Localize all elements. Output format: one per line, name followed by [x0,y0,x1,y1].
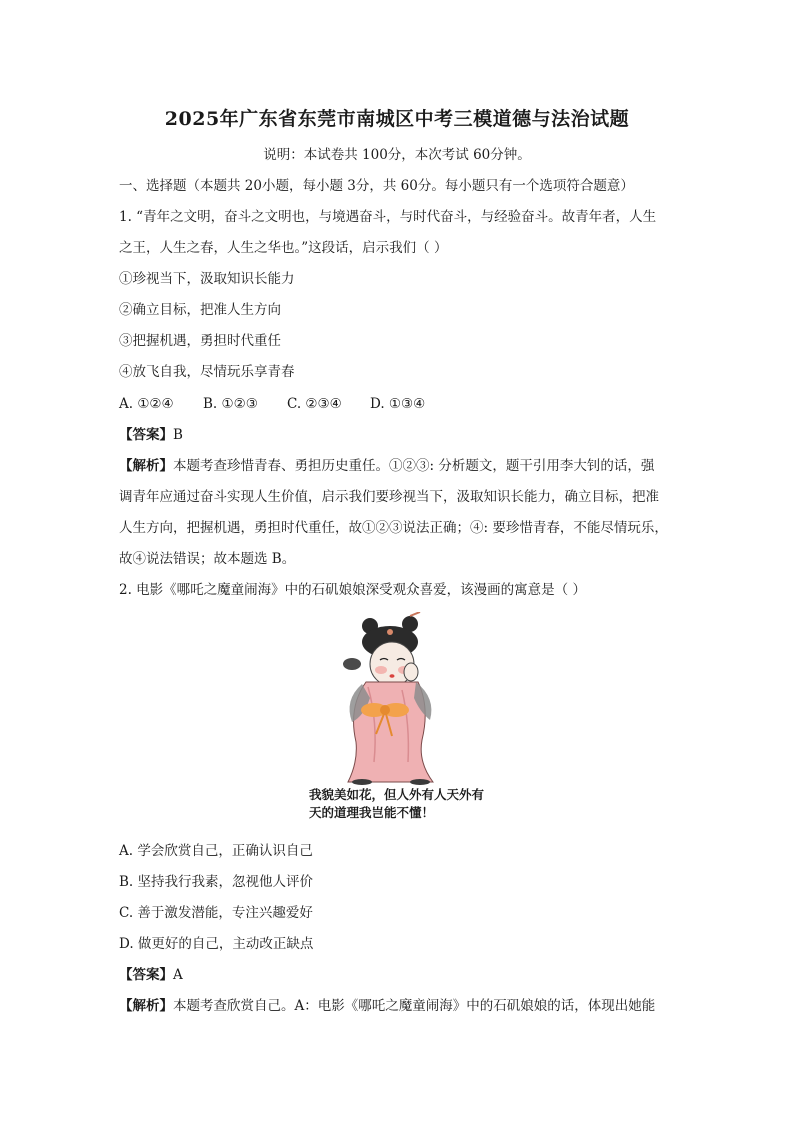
answer-value: A [173,967,183,983]
q1-analysis-line2: 调青年应通过奋斗实现人生价值，启示我们要珍视当下，汲取知识长能力，确立目标，把准 [119,489,659,505]
analysis-text: 本题考查欣赏自己。A：电影《哪吒之魔童闹海》中的石矶娘娘的话，体现出她能 [173,998,656,1014]
q1-analysis-line3: 人生方向，把握机遇，勇担时代重任，故①②③说法正确；④: 要珍惜青春，不能尽情玩乐， [119,520,668,536]
q1-item-1: ①珍视当下，汲取知识长能力 [119,271,295,287]
q2-option-d: D. 做更好的自己，主动改正缺点 [119,936,314,952]
q1-stem-line2: 之王，人生之春，人生之华也。”这段话，启示我们（ ） [119,240,448,256]
q1-options [119,394,425,414]
analysis-tag: 【解析】 [119,458,173,474]
q2-answer [119,965,183,985]
q2-option-c: C. 善于激发潜能，专注兴趣爱好 [119,905,313,921]
exam-note: 说明：本试卷共 100分，本次考试 60分钟。 [263,147,531,163]
analysis-text: 本题考查珍惜青春、勇担历史重任。①②③: 分析题文，题干引用李大钊的话，强 [173,458,655,474]
analysis-tag: 【解析】 [119,998,173,1014]
q1-option-d: D. ①③④ [370,396,426,412]
answer-value: B [173,427,183,443]
cartoon-caption-line1: 我貌美如花，但人外有人天外有 [309,787,485,802]
q2-analysis-line1 [119,996,655,1016]
q1-option-a: A. ①②④ [119,396,174,412]
q1-item-3: ③把握机遇，勇担时代重任 [119,333,281,349]
answer-tag: 【答案】 [119,967,173,983]
q1-analysis-line1 [119,456,654,476]
q1-option-c: C. ②③④ [287,396,342,412]
q2-stem: 2. 电影《哪吒之魔童闹海》中的石矶娘娘深受观众喜爱，该漫画的寓意是（ ） [119,582,586,598]
q2-option-b: B. 坚持我行我素，忽视他人评价 [119,874,314,890]
page-title: 2025年广东省东莞市南城区中考三模道德与法治试题 [164,108,630,130]
q1-item-4: ④放飞自我，尽情玩乐享青春 [119,364,295,380]
cartoon-caption-line2: 天的道理我岂能不懂！ [309,805,435,820]
q1-stem-line1: 1. “青年之文明，奋斗之文明也，与境遇奋斗，与时代奋斗，与经验奋斗。故青年者，人生 [119,209,657,225]
shiji-cartoon-illustration [318,612,468,787]
q1-analysis-line4: 故④说法错误；故本题选 B。 [119,551,296,567]
q1-answer [119,425,183,445]
section-heading: 一、选择题（本题共 20小题，每小题 3分，共 60分。每小题只有一个选项符合题意） [119,178,634,194]
q1-option-b: B. ①②③ [203,396,258,412]
q2-option-a: A. 学会欣赏自己，正确认识自己 [119,843,313,859]
q1-item-2: ②确立目标，把准人生方向 [119,302,281,318]
answer-tag: 【答案】 [119,427,173,443]
